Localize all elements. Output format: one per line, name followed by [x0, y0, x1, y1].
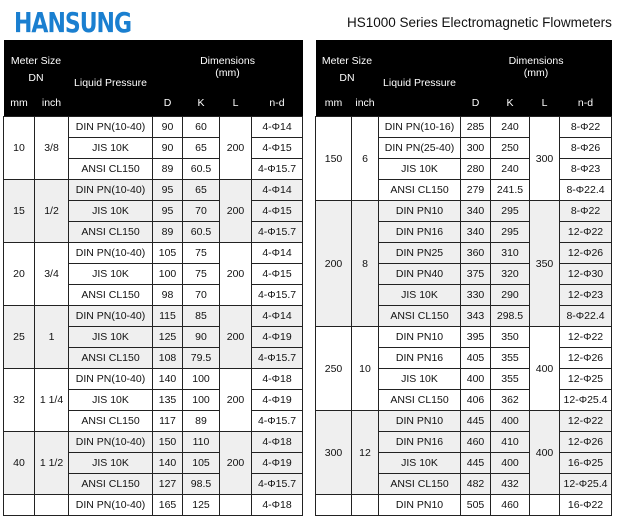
- n-d-cell: 12-Φ26: [560, 432, 612, 453]
- header-inch: inch: [352, 89, 379, 117]
- l-cell: 200: [220, 369, 252, 432]
- dn-inch-cell: [35, 495, 69, 516]
- d-cell: 89: [153, 222, 183, 243]
- n-d-cell: 4-Φ15: [252, 264, 303, 285]
- n-d-cell: 12-Φ26: [560, 348, 612, 369]
- n-d-cell: 12-Φ25.4: [560, 474, 612, 495]
- liquid-pressure-cell: DIN PN(25-40): [379, 138, 461, 159]
- n-d-cell: 4-Φ18: [252, 369, 303, 390]
- l-cell: 400: [530, 411, 560, 495]
- liquid-pressure-cell: ANSI CL150: [69, 411, 153, 432]
- dn-mm-cell: 200: [316, 201, 352, 327]
- liquid-pressure-cell: JIS 10K: [379, 285, 461, 306]
- n-d-cell: 8-Φ22.4: [560, 180, 612, 201]
- n-d-cell: 4-Φ19: [252, 327, 303, 348]
- dn-inch-cell: 3/4: [35, 243, 69, 306]
- d-cell: 95: [153, 201, 183, 222]
- n-d-cell: 16-Φ22: [560, 495, 612, 516]
- dn-inch-cell: 12: [352, 411, 379, 495]
- liquid-pressure-cell: ANSI CL150: [69, 285, 153, 306]
- dn-mm-cell: 150: [316, 117, 352, 201]
- liquid-pressure-cell: JIS 10K: [69, 327, 153, 348]
- l-cell: 200: [220, 306, 252, 369]
- liquid-pressure-cell: DIN PN16: [379, 348, 461, 369]
- n-d-cell: 4-Φ14: [252, 243, 303, 264]
- liquid-pressure-cell: DIN PN25: [379, 243, 461, 264]
- k-cell: 400: [491, 453, 530, 474]
- k-cell: 400: [491, 411, 530, 432]
- k-cell: 410: [491, 432, 530, 453]
- d-cell: 135: [153, 390, 183, 411]
- k-cell: 70: [183, 285, 220, 306]
- table-row: [4, 243, 303, 264]
- d-cell: 150: [153, 432, 183, 453]
- n-d-cell: 8-Φ22: [560, 201, 612, 222]
- d-cell: 89: [153, 159, 183, 180]
- header-dn: DN: [4, 67, 69, 89]
- n-d-cell: 4-Φ15.7: [252, 348, 303, 369]
- table-row: [316, 117, 612, 138]
- k-cell: 295: [491, 201, 530, 222]
- liquid-pressure-cell: ANSI CL150: [379, 180, 461, 201]
- l-cell: 200: [220, 180, 252, 243]
- liquid-pressure-cell: JIS 10K: [379, 453, 461, 474]
- header-k: K: [183, 89, 220, 117]
- l-cell: 350: [530, 201, 560, 327]
- dn-inch-cell: 8: [352, 201, 379, 327]
- d-cell: 285: [461, 117, 491, 138]
- n-d-cell: 4-Φ14: [252, 180, 303, 201]
- header-k: K: [491, 89, 530, 117]
- d-cell: 127: [153, 474, 183, 495]
- k-cell: 240: [491, 117, 530, 138]
- liquid-pressure-cell: JIS 10K: [69, 264, 153, 285]
- n-d-cell: 4-Φ18: [252, 432, 303, 453]
- liquid-pressure-cell: DIN PN(10-40): [69, 432, 153, 453]
- d-cell: 125: [153, 327, 183, 348]
- l-cell: 200: [220, 117, 252, 180]
- k-cell: 60.5: [183, 222, 220, 243]
- liquid-pressure-cell: DIN PN(10-16): [379, 117, 461, 138]
- hansung-logo: HANSUNG: [14, 8, 132, 40]
- n-d-cell: 12-Φ23: [560, 285, 612, 306]
- l-cell: [220, 495, 252, 516]
- header-nd: n-d: [252, 89, 303, 117]
- header-d: D: [461, 89, 491, 117]
- n-d-cell: 8-Φ23: [560, 159, 612, 180]
- d-cell: 140: [153, 453, 183, 474]
- n-d-cell: 12-Φ22: [560, 411, 612, 432]
- d-cell: 445: [461, 411, 491, 432]
- d-cell: 98: [153, 285, 183, 306]
- dn-inch-cell: 1 1/4: [35, 369, 69, 432]
- l-cell: 200: [220, 432, 252, 495]
- k-cell: 105: [183, 453, 220, 474]
- d-cell: 165: [153, 495, 183, 516]
- dn-inch-cell: 10: [352, 327, 379, 411]
- d-cell: 400: [461, 369, 491, 390]
- n-d-cell: 12-Φ30: [560, 264, 612, 285]
- n-d-cell: 12-Φ25: [560, 369, 612, 390]
- k-cell: 90: [183, 327, 220, 348]
- n-d-cell: 4-Φ15.7: [252, 159, 303, 180]
- header-mm-unit: (mm): [153, 67, 303, 89]
- dn-inch-cell: [352, 495, 379, 516]
- dn-mm-cell: [316, 495, 352, 516]
- d-cell: 340: [461, 222, 491, 243]
- n-d-cell: 4-Φ15.7: [252, 411, 303, 432]
- table-row: [316, 327, 612, 348]
- liquid-pressure-cell: JIS 10K: [69, 453, 153, 474]
- k-cell: 362: [491, 390, 530, 411]
- d-cell: 95: [153, 180, 183, 201]
- page-title: HS1000 Series Electromagnetic Flowmeters: [347, 15, 612, 30]
- dn-inch-cell: 1/2: [35, 180, 69, 243]
- n-d-cell: 4-Φ18: [252, 495, 303, 516]
- d-cell: 117: [153, 411, 183, 432]
- l-cell: 300: [530, 117, 560, 201]
- k-cell: 60: [183, 117, 220, 138]
- d-cell: 445: [461, 453, 491, 474]
- dn-mm-cell: 32: [4, 369, 35, 432]
- dn-mm-cell: [4, 495, 35, 516]
- dn-mm-cell: 250: [316, 327, 352, 411]
- n-d-cell: 4-Φ14: [252, 117, 303, 138]
- d-cell: 330: [461, 285, 491, 306]
- d-cell: 280: [461, 159, 491, 180]
- dimensions-table-left: [3, 40, 303, 516]
- k-cell: 355: [491, 348, 530, 369]
- table-row: [4, 495, 303, 516]
- k-cell: 70: [183, 201, 220, 222]
- k-cell: 79.5: [183, 348, 220, 369]
- d-cell: 482: [461, 474, 491, 495]
- k-cell: 298.5: [491, 306, 530, 327]
- header-mm: mm: [4, 89, 35, 117]
- k-cell: 110: [183, 432, 220, 453]
- k-cell: 320: [491, 264, 530, 285]
- dn-mm-cell: 40: [4, 432, 35, 495]
- k-cell: 310: [491, 243, 530, 264]
- liquid-pressure-cell: DIN PN(10-40): [69, 369, 153, 390]
- l-cell: 200: [220, 243, 252, 306]
- liquid-pressure-cell: DIN PN(10-40): [69, 495, 153, 516]
- liquid-pressure-cell: ANSI CL150: [379, 474, 461, 495]
- d-cell: 140: [153, 369, 183, 390]
- k-cell: 432: [491, 474, 530, 495]
- dn-inch-cell: 6: [352, 117, 379, 201]
- dn-mm-cell: 20: [4, 243, 35, 306]
- d-cell: 100: [153, 264, 183, 285]
- liquid-pressure-cell: ANSI CL150: [69, 348, 153, 369]
- k-cell: 240: [491, 159, 530, 180]
- k-cell: 100: [183, 369, 220, 390]
- n-d-cell: 12-Φ22: [560, 222, 612, 243]
- dn-inch-cell: 1 1/2: [35, 432, 69, 495]
- dn-mm-cell: 25: [4, 306, 35, 369]
- n-d-cell: 8-Φ22.4: [560, 306, 612, 327]
- header-liquid-pressure: Liquid Pressure: [69, 40, 153, 89]
- dn-mm-cell: 300: [316, 411, 352, 495]
- liquid-pressure-cell: DIN PN16: [379, 222, 461, 243]
- liquid-pressure-cell: JIS 10K: [379, 369, 461, 390]
- n-d-cell: 12-Φ22: [560, 327, 612, 348]
- liquid-pressure-cell: ANSI CL150: [379, 390, 461, 411]
- liquid-pressure-cell: DIN PN(10-40): [69, 117, 153, 138]
- liquid-pressure-cell: DIN PN(10-40): [69, 243, 153, 264]
- table-row: [316, 495, 612, 516]
- d-cell: 300: [461, 138, 491, 159]
- table-row: [4, 117, 303, 138]
- liquid-pressure-cell: DIN PN(10-40): [69, 180, 153, 201]
- table-row: [4, 369, 303, 390]
- n-d-cell: 12-Φ25.4: [560, 390, 612, 411]
- k-cell: 460: [491, 495, 530, 516]
- header-blank: [69, 89, 153, 117]
- table-row: [316, 201, 612, 222]
- d-cell: 90: [153, 117, 183, 138]
- d-cell: 90: [153, 138, 183, 159]
- n-d-cell: 8-Φ22: [560, 117, 612, 138]
- header-mm-unit: (mm): [461, 67, 612, 89]
- k-cell: 65: [183, 138, 220, 159]
- dn-mm-cell: 15: [4, 180, 35, 243]
- d-cell: 395: [461, 327, 491, 348]
- k-cell: 350: [491, 327, 530, 348]
- k-cell: 125: [183, 495, 220, 516]
- k-cell: 250: [491, 138, 530, 159]
- liquid-pressure-cell: JIS 10K: [379, 159, 461, 180]
- k-cell: 85: [183, 306, 220, 327]
- dn-inch-cell: 1: [35, 306, 69, 369]
- liquid-pressure-cell: DIN PN10: [379, 411, 461, 432]
- k-cell: 98.5: [183, 474, 220, 495]
- n-d-cell: 4-Φ19: [252, 453, 303, 474]
- k-cell: 65: [183, 180, 220, 201]
- d-cell: 105: [153, 243, 183, 264]
- l-cell: 400: [530, 327, 560, 411]
- d-cell: 406: [461, 390, 491, 411]
- d-cell: 360: [461, 243, 491, 264]
- d-cell: 279: [461, 180, 491, 201]
- header-inch: inch: [35, 89, 69, 117]
- n-d-cell: 4-Φ14: [252, 306, 303, 327]
- d-cell: 340: [461, 201, 491, 222]
- table-row: [4, 306, 303, 327]
- dimensions-table-right: [315, 40, 612, 516]
- liquid-pressure-cell: DIN PN40: [379, 264, 461, 285]
- n-d-cell: 4-Φ15.7: [252, 222, 303, 243]
- header-blank: [379, 89, 461, 117]
- k-cell: 89: [183, 411, 220, 432]
- table-row: [316, 411, 612, 432]
- header-dimensions: Dimensions: [153, 40, 303, 67]
- n-d-cell: 4-Φ15: [252, 201, 303, 222]
- k-cell: 75: [183, 264, 220, 285]
- k-cell: 75: [183, 243, 220, 264]
- header-meter-size: Meter Size: [4, 40, 69, 67]
- d-cell: 460: [461, 432, 491, 453]
- n-d-cell: 16-Φ25: [560, 453, 612, 474]
- liquid-pressure-cell: DIN PN10: [379, 495, 461, 516]
- d-cell: 505: [461, 495, 491, 516]
- liquid-pressure-cell: DIN PN10: [379, 201, 461, 222]
- liquid-pressure-cell: DIN PN(10-40): [69, 306, 153, 327]
- d-cell: 375: [461, 264, 491, 285]
- n-d-cell: 12-Φ26: [560, 243, 612, 264]
- n-d-cell: 4-Φ15.7: [252, 285, 303, 306]
- dn-mm-cell: 10: [4, 117, 35, 180]
- l-cell: [530, 495, 560, 516]
- d-cell: 108: [153, 348, 183, 369]
- k-cell: 295: [491, 222, 530, 243]
- header-nd: n-d: [560, 89, 612, 117]
- header-meter-size: Meter Size: [316, 40, 379, 67]
- n-d-cell: 8-Φ26: [560, 138, 612, 159]
- d-cell: 343: [461, 306, 491, 327]
- k-cell: 355: [491, 369, 530, 390]
- k-cell: 100: [183, 390, 220, 411]
- header-dn: DN: [316, 67, 379, 89]
- n-d-cell: 4-Φ15: [252, 138, 303, 159]
- k-cell: 290: [491, 285, 530, 306]
- table-row: [4, 432, 303, 453]
- k-cell: 241.5: [491, 180, 530, 201]
- k-cell: 60.5: [183, 159, 220, 180]
- header-liquid-pressure: Liquid Pressure: [379, 40, 461, 89]
- liquid-pressure-cell: ANSI CL150: [379, 306, 461, 327]
- dn-inch-cell: 3/8: [35, 117, 69, 180]
- liquid-pressure-cell: JIS 10K: [69, 390, 153, 411]
- header-l: L: [220, 89, 252, 117]
- liquid-pressure-cell: ANSI CL150: [69, 159, 153, 180]
- header-dimensions: Dimensions: [461, 40, 612, 67]
- liquid-pressure-cell: ANSI CL150: [69, 474, 153, 495]
- n-d-cell: 4-Φ15.7: [252, 474, 303, 495]
- liquid-pressure-cell: JIS 10K: [69, 138, 153, 159]
- header-d: D: [153, 89, 183, 117]
- liquid-pressure-cell: DIN PN10: [379, 327, 461, 348]
- header-l: L: [530, 89, 560, 117]
- liquid-pressure-cell: ANSI CL150: [69, 222, 153, 243]
- liquid-pressure-cell: JIS 10K: [69, 201, 153, 222]
- liquid-pressure-cell: DIN PN16: [379, 432, 461, 453]
- d-cell: 115: [153, 306, 183, 327]
- header-mm: mm: [316, 89, 352, 117]
- d-cell: 405: [461, 348, 491, 369]
- table-row: [4, 180, 303, 201]
- n-d-cell: 4-Φ19: [252, 390, 303, 411]
